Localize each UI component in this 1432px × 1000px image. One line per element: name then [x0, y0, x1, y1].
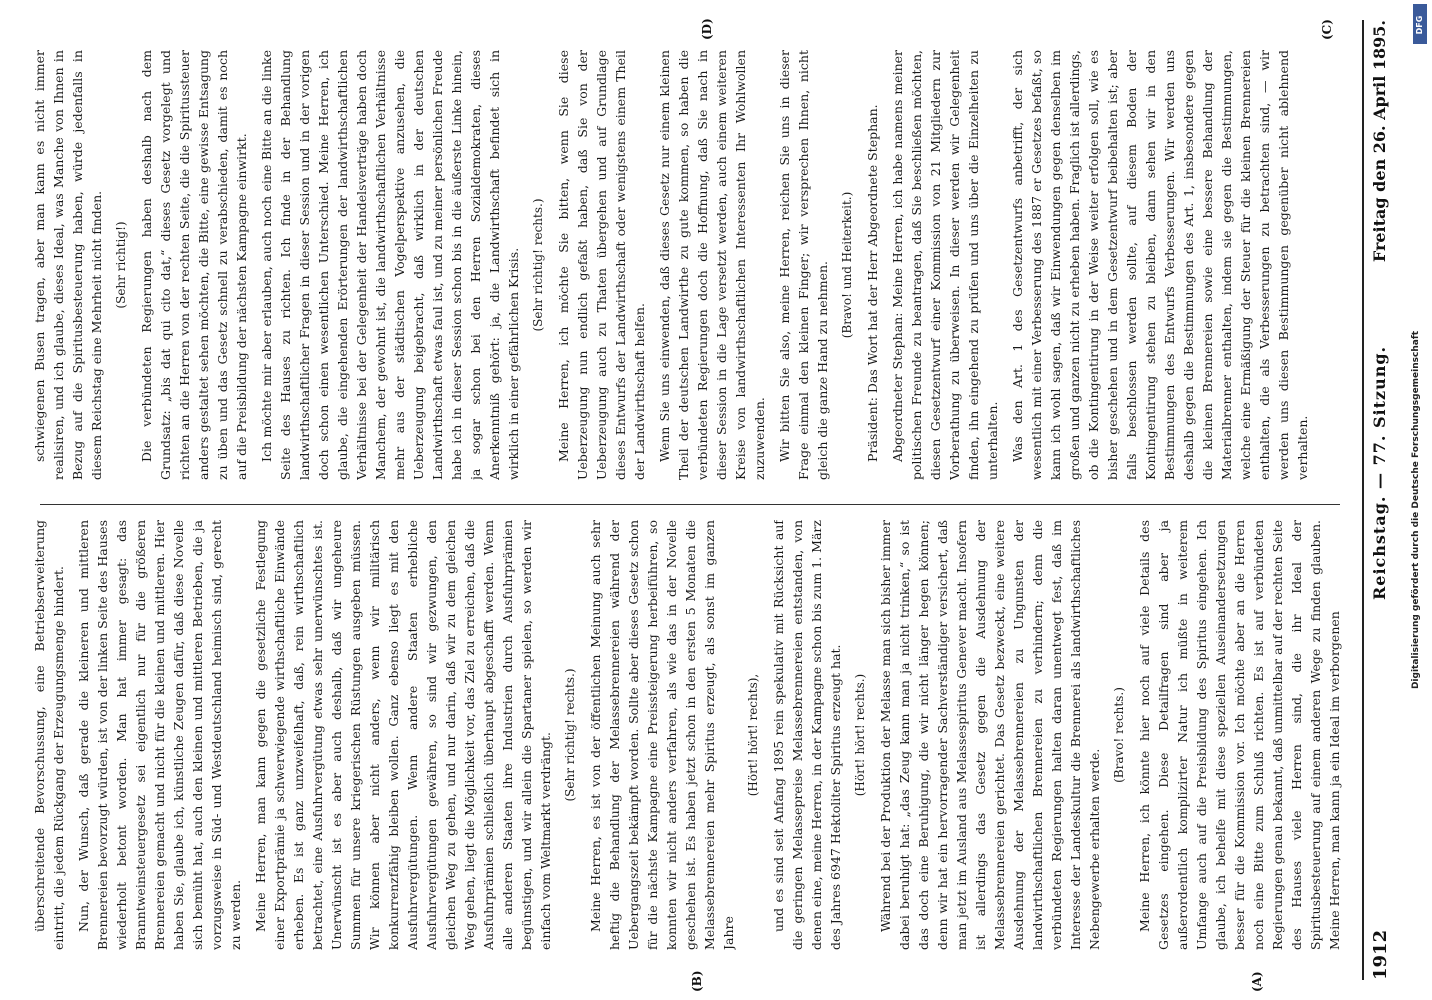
text-column-right [30, 50, 1350, 480]
interjection: (Bravo! rechts.) [1112, 687, 1126, 783]
dfg-logo-text: DFG [1415, 15, 1424, 35]
margin-marker-d: (D) [700, 18, 714, 40]
session-title: Reichstag. — 77. Sitzung. [1370, 345, 1389, 600]
header-rule [1362, 20, 1364, 980]
margin-marker-b: (B) [690, 970, 704, 992]
paragraph: Was den Art. 1 des Gesetzentwurfs anbetrifft, der sich wesentlich mit einer Verbesserung des 1887 er Gesetzes befaßt, so kann ich wohl sagen, daß wir Einwendungen gegen denselben im großen und ganzen nicht zu erheben haben. Fraglich ist allerdings, ob die Kontingentirung in der Weise weiter erfolgen soll, wie es bisher geschehen und in dem Gesetzentwurf beibehalten ist; aber falls beschlossen werden sollte, auf diesem Boden der Kontingentirung stehen zu bleiben, dann sehen wir in den Bestimmungen des Entwurfs Verbesserungen. Wir werden uns deshalb gegen die Bestimmungen des Art. 1, insbesondere gegen die kleinen Brennereien sowie eine bessere Behandlung der Materialbrenner enthalten, indem sie gegen die Bestimmungen, welche eine Ermäßigung der Steuer für die kleinen Brennereien enthalten, die als Verbesserungen zu betrachten sind, — wir werden uns diesen Bestimmungen gegenüber nicht ablehnend verhalten. [1010, 50, 1310, 480]
interjection: (Hört! hört! rechts.) [853, 673, 867, 797]
paragraph: Abgeordneter Stephan: Meine Herren, ich habe namens meiner politischen Freunde zu beantragen, daß Sie beschließen möchten, diesen Gesetzentwurf einer Kommission von 21 Mitgliedern zur Vorberathung zu überweisen. In dieser werden wir Gelegenheit finden, ihn eingehend zu prüfen und uns über die Einzelheiten zu unterhalten. [890, 50, 1000, 480]
text-column-left [30, 520, 1350, 950]
paragraph: überschreitende Bevorschussung, eine Betriebserweiterung eintritt, die jedem Rückgang der Erzeugungsmenge hindert. [32, 520, 66, 950]
paragraph: schwiegenen Busen tragen, aber man kann es nicht immer realisiren, und ich glaube, dieses Ideal, was Manche von Ihnen in Bezug auf die Spiritusbesteuerung haben, würde jedenfalls in diesem Reichstag eine Mehrheit nicht finden. [32, 50, 104, 480]
page-number: 1912 [1370, 929, 1391, 980]
paragraph: Ich möchte mir aber erlauben, auch noch eine Bitte an die linke Seite des Hauses zu richten. Ich finde in der Behandlung landwirthschaftlicher Fragen in dieser Session und in der vorigen doch schon einen wesentlichen Unterschied. Meine Herren, ich glaube, die eingehenden Erörterungen der landwirthschaftlichen Verhältnisse bei der Gelegenheit der Handelsverträge haben doch Manchem, der gewohnt ist, die landwirthschaftlichen Verhältnisse mehr aus der städtischen Vogelperspektive anzusehen, die Ueberzeugung beigebracht, daß wirklich in der deutschen Landwirthschaft etwas faul ist, und zu meiner persönlichen Freude habe ich in dieser Session schon bis in die äußerste Linke hinein, ja sogar schon bei den Herren Sozialdemokraten, dieses Anerkenntniß gehört: ja, die Landwirthschaft befindet sich in wirklich in einer gefährlichen Krisis. [259, 50, 521, 480]
interjection: (Bravo! und Heiterkeit.) [840, 191, 854, 339]
margin-marker-c: (C) [1320, 19, 1334, 40]
paragraph: Meine Herren, es ist von der öffentlichen Meinung auch sehr heftig die Behandlung der Melassebrennereien während der Uebergangszeit bekämpft worden. Sollte aber dieses Gesetz schon für die nächste Kampagne eine Preissteigerung herbeiführen, so konnten wir nicht anders verfahren, als wie das in der Novelle geschehen ist. Es haben jetzt schon in den ersten 5 Monaten die Melassebrennereien mehr Spiritus erzeugt, als sonst im ganzen Jahre [588, 520, 736, 950]
paragraph: Meine Herren, ich möchte Sie bitten, wenn Sie diese Ueberzeugung nun endlich gefaßt haben, daß Sie von der Ueberzeugung auch zu Thaten übergehen und auf Grundlage dieses Entwurfs der Landwirthschaft oder wenigstens einem Theil der Landwirthschaft helfen. [556, 50, 647, 480]
credit-text: Digitalisierung gefördert durch die Deutsche Forschungsgemeinschaft [1411, 330, 1421, 690]
paragraph: und es sind seit Anfang 1895 rein spekulativ mit Rücksicht auf die geringen Melassepreise Melassebrennereien entstanden, von denen eine, meine Herren, in der Kampagne schon bis zum 1. März des Jahres 6947 Hektoliter Spiritus erzeugt hat. [771, 520, 843, 950]
digitization-credit [1401, 60, 1431, 960]
interjection: (Hört! hört! rechts), [746, 673, 760, 797]
paragraph: Nun, der Wunsch, daß gerade die kleineren und mittleren Brennereien bevorzugt würden, ist von der linken Seite des Hauses wiederholt betont worden. Man hat immer gesagt: das Branntweinsteuergesetz sei eigentlich nur für die größeren Brennereien gemacht und nicht für die kleinen und mittleren. Hier haben Sie, glaube ich, künstliche Zeugen dafür, daß diese Novelle sich bemüht hat, auch den kleinen und mittleren Betrieben, die ja vorzugsweise in Süd- und Westdeutschland heimisch sind, gerecht zu werden. [76, 520, 243, 950]
column-divider [40, 504, 1340, 505]
paragraph: Wir bitten Sie also, meine Herren, reichen Sie uns in dieser Frage einmal den kleinen Finger; wir versprechen Ihnen, nicht gleich die ganze Hand zu nehmen. [777, 50, 830, 480]
paragraph: Wenn Sie uns einwenden, daß dieses Gesetz nur einem kleinen Theil der deutschen Landwirthe zu gute kommen, so haben die verbündeten Regierungen doch die Hoffnung, daß Sie nach in dieser Session in die Lage versetzt werden, auch einem weiteren Kreise von landwirthschaftlichen Interessenten Ihr Wohlwollen zuzuwenden. [657, 50, 767, 480]
paragraph: Meine Herren, ich könnte hier noch auf viele Details des Gesetzes eingehen. Diese Detailfragen sind aber ja außerordentlich komplizirter Natur ich müßte in weiterem Umfange auch auf die Preisbildung des Spiritus eingehen. Ich glaube, ich behelfe mit diese speziellen Auseinandersetzungen besser für die Kommission vor. Ich möchte aber an die Herren noch eine Bitte zum Schluß richten. Es ist auf verbündeten Regierungen genau bekannt, daß unmittelbar auf der rechten Seite des Hauses viele Herren sind, die ihr Ideal der Spiritusbesteuerung auf einem anderen Wege zu finden glauben. Meine Herren, man kann ja ein Ideal im verborgenen [1137, 520, 1342, 950]
margin-marker-a: (A) [1250, 971, 1264, 992]
paragraph: Meine Herren, man kann gegen die gesetzliche Festlegung einer Exportprämie ja schwerwiegende wirthschaftliche Einwände erheben. Es ist ganz unzweifelhaft, daß, rein wirthschaftlich betrachtet, eine Ausfuhrvergütung etwas sehr unerwünschtes ist. Unerwünscht ist es aber auch deshalb, daß wir ungeheure Summen für unsere kriegerischen Rüstungen ausgeben müssen. Wir können aber nicht anders, wenn wir militärisch konkurrenzfähig bleiben wollen. Ganz ebenso liegt es mit den Ausfuhrvergütungen. Wenn andere Staaten erhebliche Ausfuhrvergütungen gewähren, so sind wir gezwungen, den gleichen Weg zu gehen, und nur darin, daß wir zu dem gleichen Weg gehen, liegt die Möglichkeit vor, das Ziel zu erreichen, daß die Ausfuhrprämien schließlich überhaupt abgeschafft werden. Wenn alle anderen Staaten ihre Industrien durch Ausfuhrprämien begünstigen, und wir allein die Spartaner spielen, so werden wir einfach vom Weltmarkt verdrängt. [253, 520, 553, 950]
paragraph: Die verbündeten Regierungen haben deshalb nach dem Grundsatz: „bis dat qui cito dat,“ dieses Gesetz vorgelegt und richten an die Herren von der rechten Seite, die die Spiritussteuer anders gestaltet sehen möchten, die Bitte, eine gewisse Entsagung zu üben und das Gesetz schnell zu verabschieden, damit es noch auf die Preisbildung der nächsten Kampagne einwirkt. [139, 50, 249, 480]
paragraph: Während bei der Produktion der Melasse man sich bisher immer dabei beruhigt hat: „das Zeug kann man ja nicht trinken,“ so ist das doch eine Beruhigung, die wir nicht länger hegen können; denn wir hat ein hervorragender Sachverständiger versichert, daß man jetzt im Ausland aus Melassespiritus Genever macht. Insofern ist allerdings das Gesetz gegen die Ausdehnung der Melassebrennereien gerichtet. Das Gesetz bezweckt, eine weitere Ausdehnung der Melassebrennereien zu Ungunsten der landwirthschaftlichen Brennereien zu verhindern; denn die verbündeten Regierungen halten daran unentwegt fest, daß im Interesse der Landeskultur die Brennerei als landwirthschaftliches Nebengewerbe erhalten werde. [878, 520, 1102, 950]
interjection: (Sehr richtig!) [114, 221, 128, 309]
interjection: (Sehr richtig! rechts.) [531, 198, 545, 332]
interjection: (Sehr richtig! rechts.) [563, 668, 577, 802]
dfg-logo [1413, 4, 1427, 44]
session-date: Freitag den 26. April 1895. [1370, 20, 1389, 263]
paragraph: Präsident: Das Wort hat der Herr Abgeordnete Stephan. [865, 104, 880, 462]
